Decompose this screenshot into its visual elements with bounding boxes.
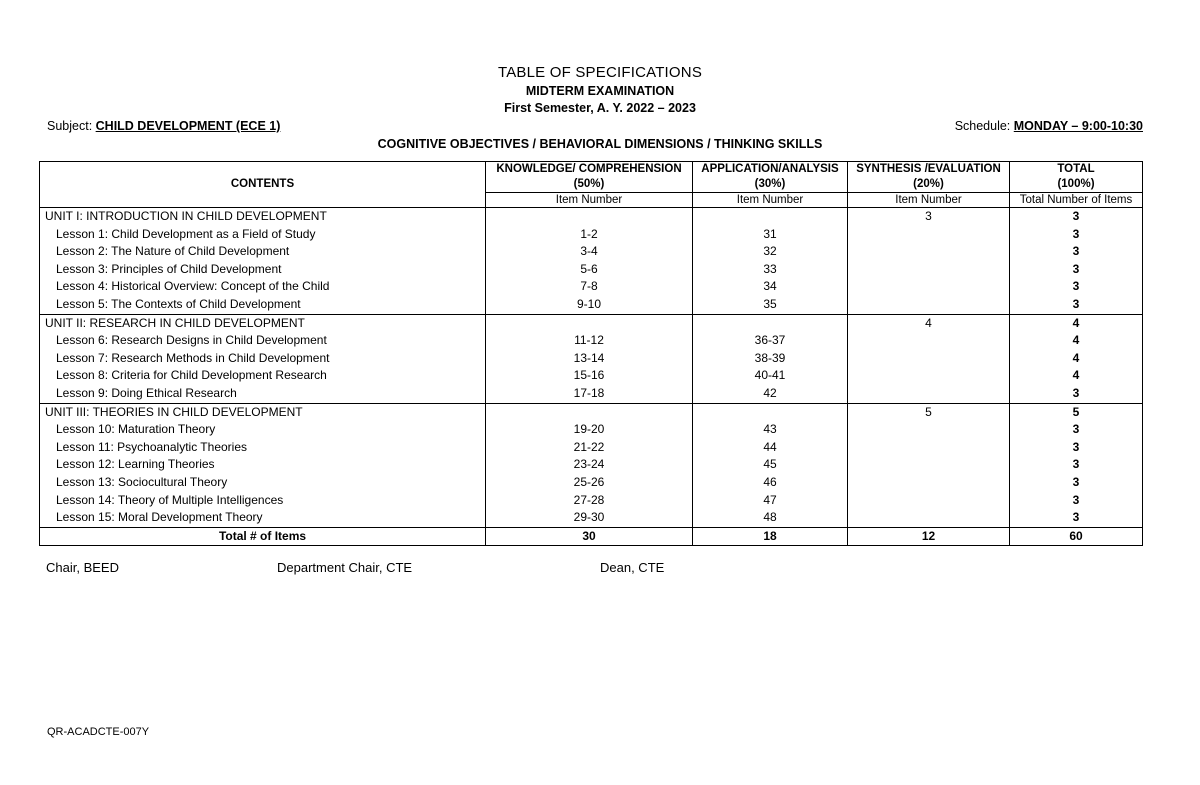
lesson-row (40, 439, 1143, 457)
total-knowledge: 30 (486, 527, 693, 546)
header-synthesis-pct: (20%) (913, 178, 944, 190)
header-application-pct: (30%) (754, 178, 786, 190)
schedule-value: MONDAY – 9:00-10:30 (1013, 119, 1143, 133)
lesson-title: Lesson 5: The Contexts of Child Development (40, 296, 486, 314)
lesson-title: Lesson 10: Maturation Theory (40, 421, 486, 439)
total-items: 4 (1010, 350, 1143, 368)
total-items: 3 (1010, 492, 1143, 510)
table-body (40, 208, 1143, 528)
knowledge-items: 25-26 (486, 474, 693, 492)
lesson-title: Lesson 14: Theory of Multiple Intelligences (40, 492, 486, 510)
lesson-title: Lesson 4: Historical Overview: Concept of the Child (40, 278, 486, 296)
total-items: 4 (1010, 314, 1143, 332)
lesson-title: Lesson 13: Sociocultural Theory (40, 474, 486, 492)
specifications-table (39, 161, 1143, 546)
synthesis-items (848, 474, 1010, 492)
synthesis-items: 3 (848, 208, 1010, 226)
total-items: 3 (1010, 421, 1143, 439)
header-knowledge-label: KNOWLEDGE/ COMPREHENSION (496, 163, 682, 175)
header-total-pct: (100%) (1057, 178, 1095, 190)
lesson-row (40, 243, 1143, 261)
form-code: QR-ACADCTE-007Y (47, 726, 150, 738)
lesson-title: Lesson 3: Principles of Child Development (40, 261, 486, 279)
header-application (693, 162, 848, 193)
synthesis-items (848, 226, 1010, 244)
header-synthesis (848, 162, 1010, 193)
objectives-heading: COGNITIVE OBJECTIVES / BEHAVIORAL DIMENSIONS / THINKING SKILLS (377, 137, 823, 151)
unit-row (40, 403, 1143, 421)
synthesis-items: 4 (848, 314, 1010, 332)
subheader-item-number-knowledge: Item Number (486, 193, 693, 208)
synthesis-items (848, 332, 1010, 350)
total-items: 3 (1010, 385, 1143, 403)
subheader-total-items: Total Number of Items (1010, 193, 1143, 208)
semester-line: First Semester, A. Y. 2022 – 2023 (504, 101, 696, 115)
synthesis-items (848, 439, 1010, 457)
lesson-row (40, 367, 1143, 385)
header-total-label: TOTAL (1057, 163, 1095, 175)
lesson-row (40, 226, 1143, 244)
knowledge-items (486, 208, 693, 226)
total-items: 3 (1010, 226, 1143, 244)
subject-value: CHILD DEVELOPMENT (ECE 1) (95, 119, 281, 133)
unit-title: UNIT III: THEORIES IN CHILD DEVELOPMENT (40, 403, 486, 421)
synthesis-items (848, 278, 1010, 296)
knowledge-items: 15-16 (486, 367, 693, 385)
header-contents: CONTENTS (40, 162, 486, 208)
synthesis-items (848, 296, 1010, 314)
application-items: 38-39 (693, 350, 848, 368)
synthesis-items (848, 350, 1010, 368)
header-synthesis-label: SYNTHESIS /EVALUATION (856, 163, 1001, 175)
knowledge-items: 1-2 (486, 226, 693, 244)
header-total (1010, 162, 1143, 193)
application-items: 33 (693, 261, 848, 279)
knowledge-items: 5-6 (486, 261, 693, 279)
lesson-row (40, 261, 1143, 279)
subject-label: Subject: (47, 119, 96, 133)
lesson-row (40, 385, 1143, 403)
application-items (693, 403, 848, 421)
total-items: 3 (1010, 296, 1143, 314)
header-knowledge (486, 162, 693, 193)
knowledge-items: 27-28 (486, 492, 693, 510)
total-row (40, 527, 1143, 546)
header-application-label: APPLICATION/ANALYSIS (701, 163, 839, 175)
application-items (693, 208, 848, 226)
lesson-row (40, 278, 1143, 296)
application-items: 35 (693, 296, 848, 314)
application-items: 34 (693, 278, 848, 296)
lesson-row (40, 492, 1143, 510)
synthesis-items (848, 421, 1010, 439)
application-items: 45 (693, 456, 848, 474)
knowledge-items: 17-18 (486, 385, 693, 403)
total-items: 4 (1010, 367, 1143, 385)
synthesis-items: 5 (848, 403, 1010, 421)
total-items: 4 (1010, 332, 1143, 350)
knowledge-items: 9-10 (486, 296, 693, 314)
application-items: 36-37 (693, 332, 848, 350)
synthesis-items (848, 367, 1010, 385)
lesson-title: Lesson 12: Learning Theories (40, 456, 486, 474)
synthesis-items (848, 509, 1010, 527)
total-items: 3 (1010, 243, 1143, 261)
knowledge-items: 19-20 (486, 421, 693, 439)
subheader-item-number-synthesis: Item Number (848, 193, 1010, 208)
lesson-row (40, 296, 1143, 314)
synthesis-items (848, 492, 1010, 510)
total-items: 3 (1010, 439, 1143, 457)
lesson-title: Lesson 11: Psychoanalytic Theories (40, 439, 486, 457)
lesson-title: Lesson 15: Moral Development Theory (40, 509, 486, 527)
total-items: 3 (1010, 474, 1143, 492)
application-items: 40-41 (693, 367, 848, 385)
synthesis-items (848, 243, 1010, 261)
application-items: 46 (693, 474, 848, 492)
schedule-label: Schedule: (954, 119, 1014, 133)
subheader-item-number-application: Item Number (693, 193, 848, 208)
total-label: Total # of Items (40, 527, 486, 546)
total-items: 5 (1010, 403, 1143, 421)
knowledge-items: 13-14 (486, 350, 693, 368)
lesson-row (40, 474, 1143, 492)
unit-row (40, 314, 1143, 332)
document-title: TABLE OF SPECIFICATIONS (497, 64, 703, 81)
total-items: 3 (1010, 208, 1143, 226)
knowledge-items: 23-24 (486, 456, 693, 474)
lesson-row (40, 456, 1143, 474)
knowledge-items: 7-8 (486, 278, 693, 296)
unit-title: UNIT II: RESEARCH IN CHILD DEVELOPMENT (40, 314, 486, 332)
signatory-chair-beed: Chair, BEED (46, 560, 119, 575)
total-synthesis: 12 (848, 527, 1010, 546)
knowledge-items: 21-22 (486, 439, 693, 457)
signatory-department-chair: Department Chair, CTE (277, 560, 413, 575)
lesson-title: Lesson 9: Doing Ethical Research (40, 385, 486, 403)
lesson-row (40, 421, 1143, 439)
total-items: 3 (1010, 261, 1143, 279)
total-application: 18 (693, 527, 848, 546)
knowledge-items: 11-12 (486, 332, 693, 350)
application-items: 47 (693, 492, 848, 510)
application-items: 31 (693, 226, 848, 244)
lesson-title: Lesson 7: Research Methods in Child Development (40, 350, 486, 368)
lesson-title: Lesson 2: The Nature of Child Development (40, 243, 486, 261)
knowledge-items: 3-4 (486, 243, 693, 261)
subject-line (47, 119, 280, 133)
unit-row (40, 208, 1143, 226)
synthesis-items (848, 456, 1010, 474)
application-items: 32 (693, 243, 848, 261)
total-items: 3 (1010, 509, 1143, 527)
synthesis-items (848, 385, 1010, 403)
application-items: 42 (693, 385, 848, 403)
total-items: 60 (1010, 527, 1143, 546)
exam-type: MIDTERM EXAMINATION (525, 84, 675, 98)
application-items: 44 (693, 439, 848, 457)
total-items: 3 (1010, 456, 1143, 474)
lesson-row (40, 350, 1143, 368)
lesson-title: Lesson 1: Child Development as a Field of Study (40, 226, 486, 244)
header-knowledge-pct: (50%) (573, 178, 605, 190)
knowledge-items (486, 314, 693, 332)
lesson-title: Lesson 8: Criteria for Child Development Research (40, 367, 486, 385)
lesson-title: Lesson 6: Research Designs in Child Development (40, 332, 486, 350)
unit-title: UNIT I: INTRODUCTION IN CHILD DEVELOPMENT (40, 208, 486, 226)
synthesis-items (848, 261, 1010, 279)
knowledge-items: 29-30 (486, 509, 693, 527)
knowledge-items (486, 403, 693, 421)
application-items (693, 314, 848, 332)
signatory-dean: Dean, CTE (600, 560, 665, 575)
lesson-row (40, 509, 1143, 527)
schedule-line (955, 119, 1143, 133)
application-items: 43 (693, 421, 848, 439)
total-items: 3 (1010, 278, 1143, 296)
lesson-row (40, 332, 1143, 350)
application-items: 48 (693, 509, 848, 527)
